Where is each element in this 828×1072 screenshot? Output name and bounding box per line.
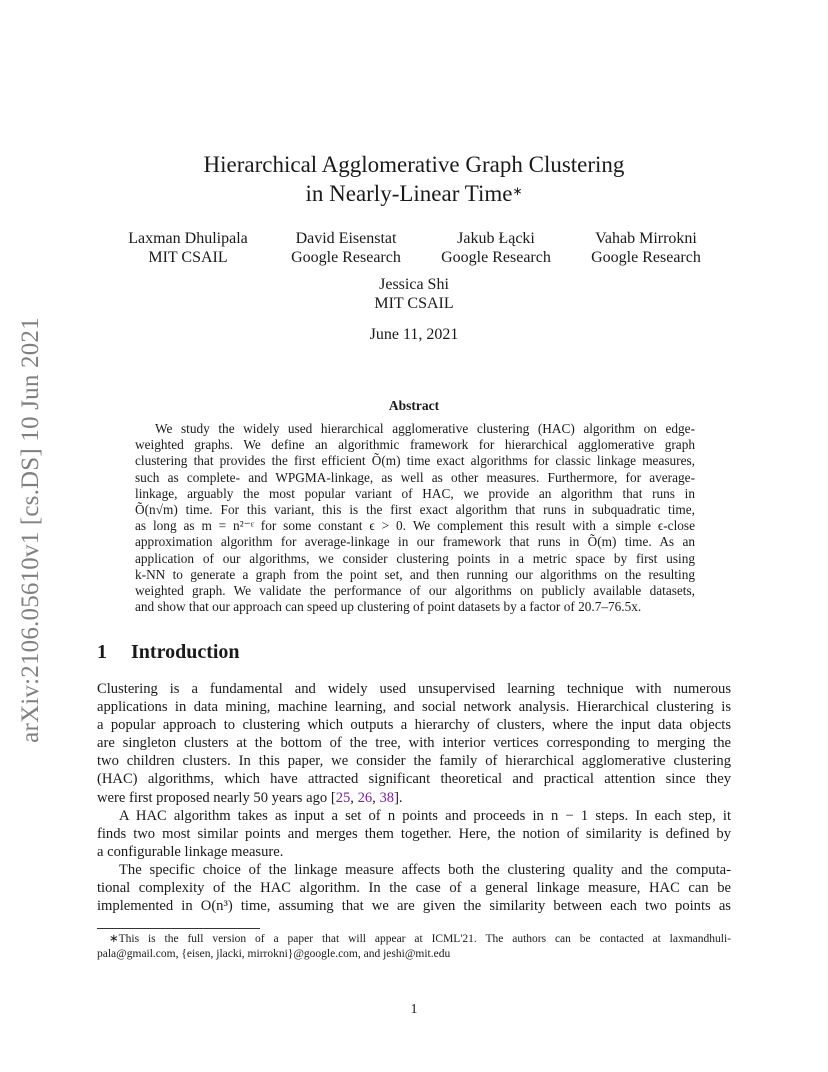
paragraph-3 <box>97 861 731 915</box>
abstract-line: as long as m = n²⁻ᵋ for some constant ϵ > 0. We complement this result with a simple ϵ-close <box>135 518 695 534</box>
citation-link[interactable]: 25 <box>335 789 351 806</box>
paragraph-1 <box>97 680 731 807</box>
body-line: were first proposed nearly 50 years ago [25, 26, 38]. <box>97 789 403 806</box>
title-line-2-text: in Nearly-Linear Time <box>305 181 513 206</box>
body-line: a configurable linkage measure. <box>97 843 284 860</box>
body-line: a popular approach to clustering which outputs a hierarchy of clusters, where the input data objects <box>97 717 731 734</box>
body-line: implemented in O(n³) time, assuming that we are given the similarity between each two points as <box>97 898 731 915</box>
author-block-5 <box>340 275 488 313</box>
page-number: 1 <box>410 1002 418 1017</box>
abstract-line: approximation algorithm for average-linkage in our framework that runs in Õ(m) time. As an <box>135 534 695 550</box>
arxiv-identifier: arXiv:2106.05610v1 [cs.DS] 10 Jun 2021 <box>17 317 44 743</box>
author-name: Laxman Dhulipala <box>128 230 248 247</box>
paper-title <box>0 150 828 208</box>
publication-date: June 11, 2021 <box>369 326 459 343</box>
body-line: finds two most similar points and merges them together. Here, the notion of similarity is defined by <box>97 825 731 842</box>
body-line: A HAC algorithm takes as input a set of n points and proceeds in n − 1 steps. In each step, it <box>119 807 731 824</box>
abstract-heading: Abstract <box>388 398 440 413</box>
author-block-1 <box>112 229 264 267</box>
author-block-2 <box>273 229 419 267</box>
footnote-line: pala@gmail.com, {eisen, jlacki, mirrokni}@google.com, and jeshi@mit.edu <box>97 948 451 960</box>
abstract-line: such as complete- and WPGMA-linkage, as well as other measures. Furthermore, for average- <box>135 469 695 485</box>
abstract-line: We study the widely used hierarchical agglomerative clustering (HAC) algorithm on edge- <box>155 421 695 436</box>
body-line: (HAC) algorithms, which have attracted significant theoretical and practical attention since they <box>97 771 731 788</box>
author-affiliation: Google Research <box>441 249 551 266</box>
footnote <box>97 932 731 962</box>
body-line: tional complexity of the HAC algorithm. In the case of a general linkage measure, HAC can be <box>97 880 731 897</box>
body-line: are singleton clusters at the bottom of the tree, with interior vertices corresponding to merging the <box>97 735 731 752</box>
body-line-text: were first proposed nearly 50 years ago [ <box>97 789 336 806</box>
title-line-1: Hierarchical Agglomerative Graph Clustering <box>203 152 625 177</box>
author-affiliation: Google Research <box>591 249 701 266</box>
section-number: 1 <box>97 641 107 663</box>
abstract-text <box>135 421 695 615</box>
abstract-line: clustering that provides the first efficient Õ(m) time exact algorithms for classic linkage measures, <box>135 453 695 469</box>
body-line: two children clusters. In this paper, we consider the family of hierarchical agglomerative clustering <box>97 753 731 770</box>
author-affiliation: MIT CSAIL <box>374 295 454 312</box>
abstract-line: k-NN to generate a graph from the point set, and then running our algorithms on the resulting <box>135 566 695 582</box>
abstract-line: and show that our approach can speed up clustering of point datasets by a factor of 20.7–76.5x. <box>135 599 642 615</box>
author-name: David Eisenstat <box>295 230 397 247</box>
body-line: applications in data mining, machine learning, and social network analysis. Hierarchical clustering is <box>97 699 731 716</box>
footnote-line: ∗This is the full version of a paper that will appear at ICML'21. The authors can be contacted at laxmandhuli- <box>109 933 731 945</box>
abstract-line: weighted graphs. We define an algorithmic framework for hierarchical agglomerative graph <box>135 437 695 453</box>
arxiv-side-stamp <box>12 292 50 768</box>
section-title: Introduction <box>131 641 240 663</box>
author-affiliation: MIT CSAIL <box>148 249 228 266</box>
section-heading <box>97 641 240 664</box>
abstract-line: weighted graph. We validate the performance of our algorithms on publicly available datasets, <box>135 583 695 599</box>
author-name: Jakub Łącki <box>457 230 535 247</box>
author-name: Jessica Shi <box>379 276 449 293</box>
abstract-line: linkage, arguably the most popular variant of HAC, we provide an algorithm that runs in <box>135 485 695 501</box>
title-footnote-mark: ∗ <box>512 184 523 198</box>
body-line: The specific choice of the linkage measure affects both the clustering quality and the computa- <box>119 861 731 878</box>
author-affiliation: Google Research <box>291 249 401 266</box>
title-line-2 <box>0 179 828 208</box>
footnote-rule <box>97 928 260 929</box>
author-block-3 <box>423 229 569 267</box>
abstract-line: application of our algorithms, we consider clustering points in a metric space by first using <box>135 550 695 566</box>
citation-link[interactable]: 38 <box>379 789 395 806</box>
citation-link[interactable]: 26 <box>357 789 373 806</box>
intro-body <box>97 680 731 915</box>
abstract-line: Õ(n√m) time. For this variant, this is the first exact algorithm that runs in subquadratic time, <box>135 502 695 518</box>
body-line: Clustering is a fundamental and widely used unsupervised learning technique with numerous <box>97 681 731 697</box>
author-block-4 <box>573 229 719 267</box>
author-name: Vahab Mirrokni <box>595 230 697 247</box>
paragraph-2 <box>97 807 731 861</box>
body-line-text: ]. <box>394 789 403 806</box>
